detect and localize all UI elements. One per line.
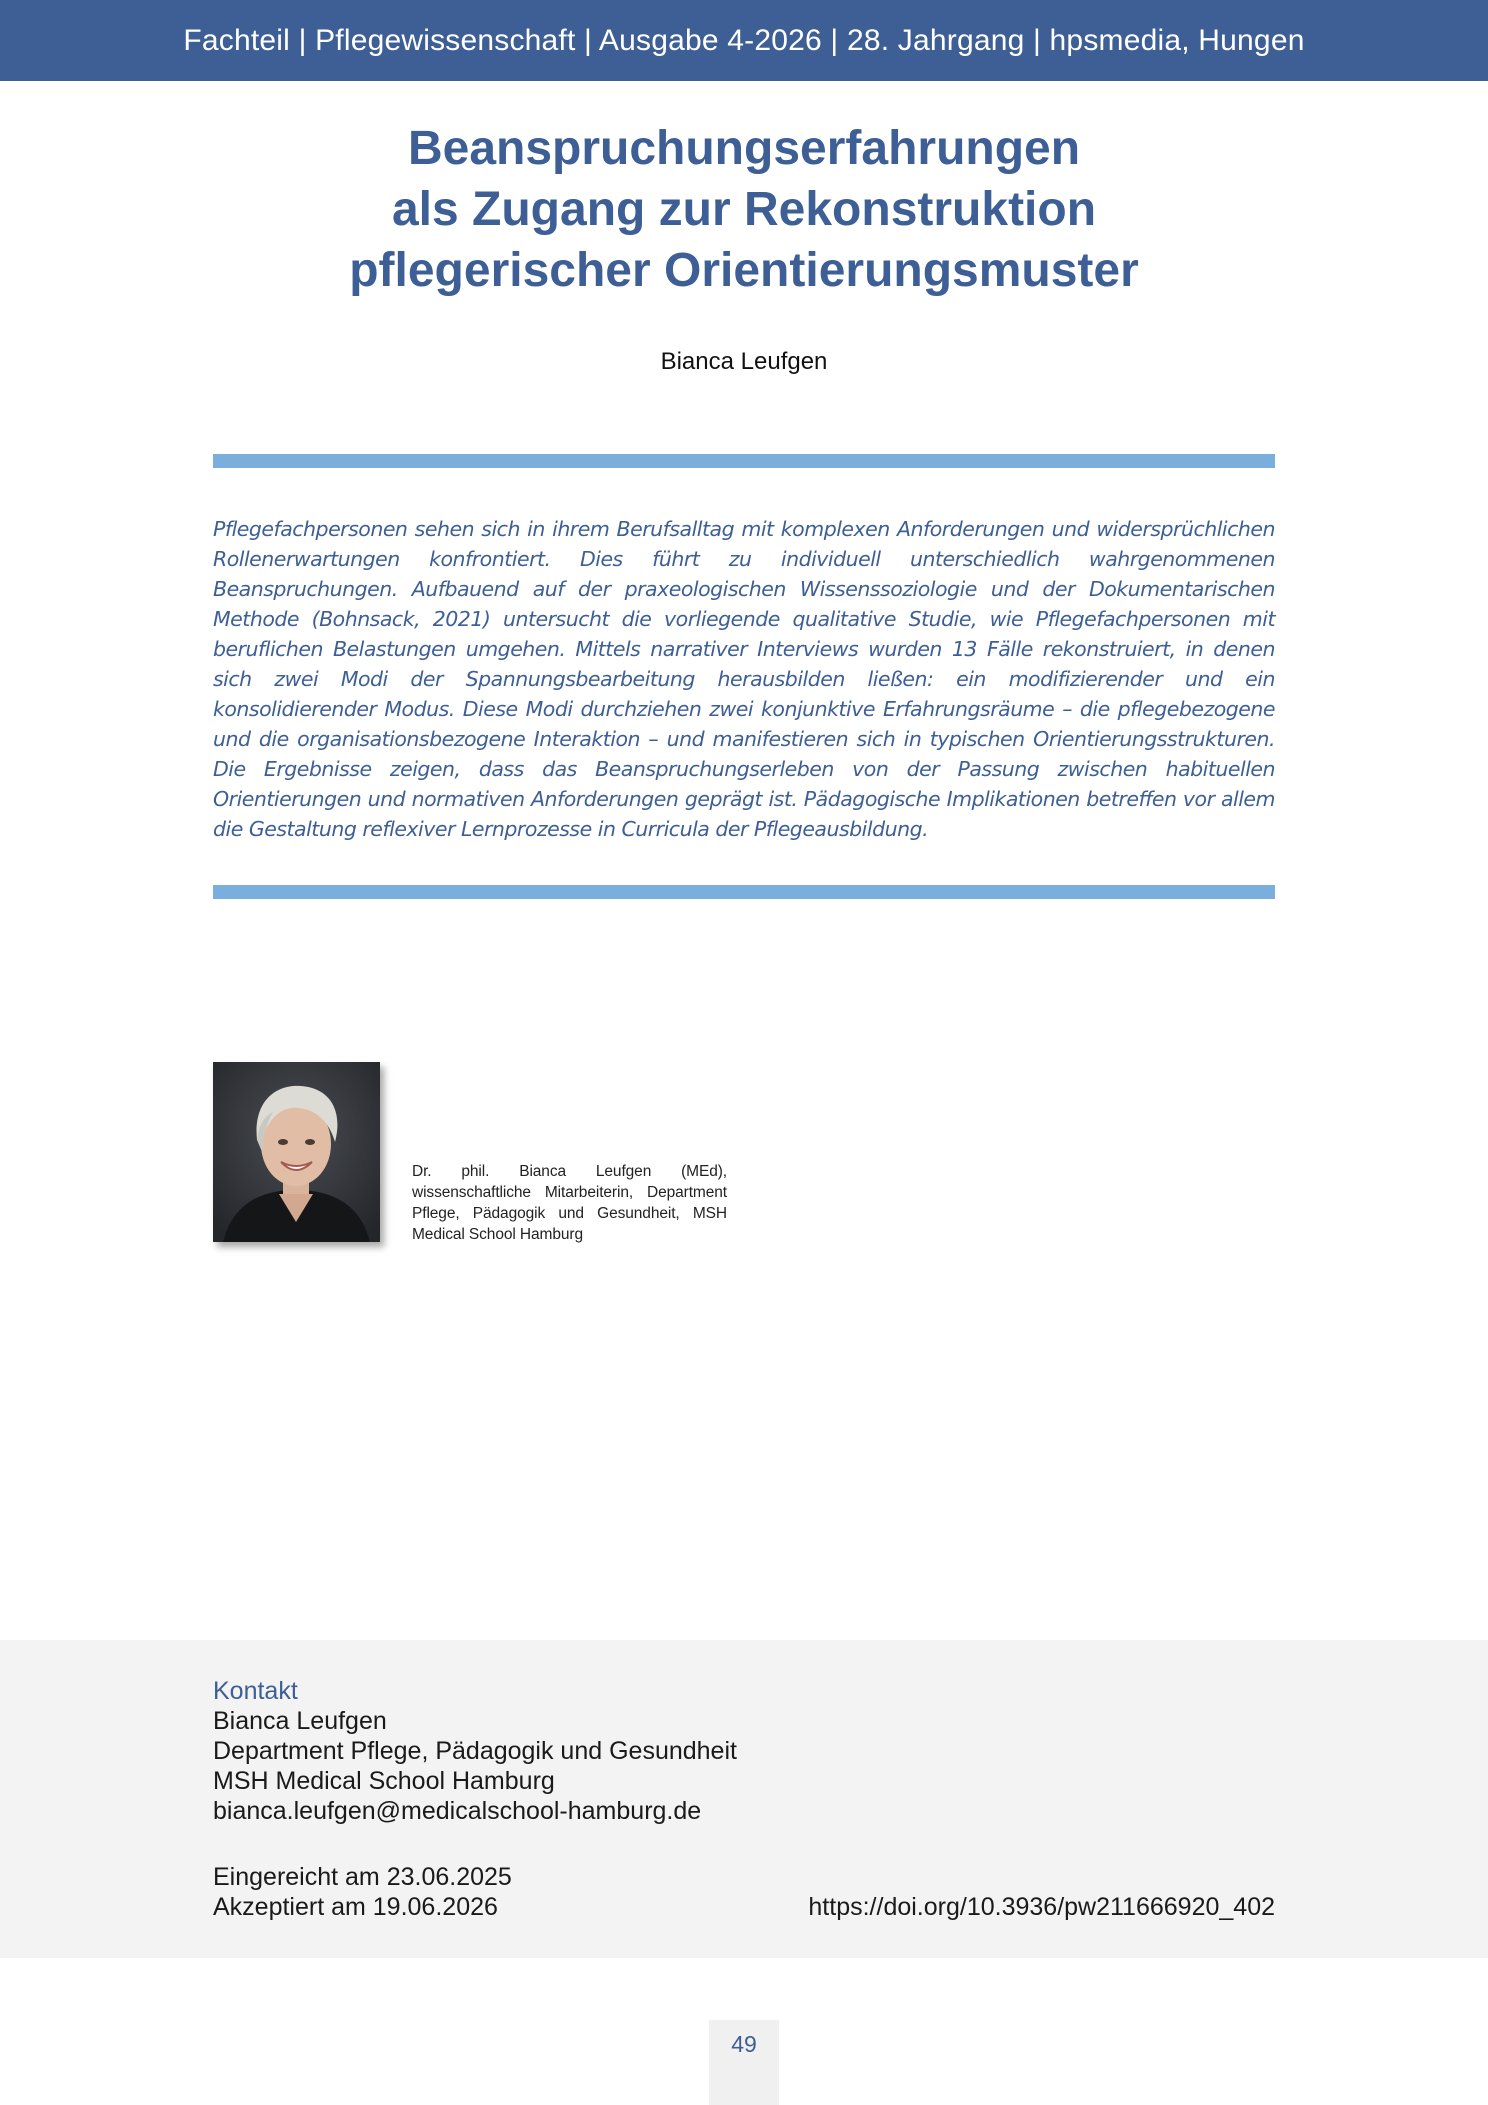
abstract-top-rule: [213, 454, 1275, 468]
author-portrait: [213, 1062, 380, 1242]
title-line-3: pflegerischer Orientierungsmuster: [349, 244, 1139, 297]
contact-institution[interactable]: MSH Medical School Hamburg: [213, 1767, 555, 1795]
title-line-1: Beanspruchungserfahrungen: [407, 122, 1081, 175]
abstract-text: Pflegefachpersonen sehen sich in ihrem Berufsalltag mit komplexen Anforderungen und widersprüchlichen Rollenerwartungen konfrontiert. Dies führt zu individuell unterschiedlich wahrgenommenen Beanspruchungen. Aufbauend auf der praxeologischen Wissenssoziologie und der Dokumentarischen Methode (Bohnsack, 2021) untersucht die vorliegende qualitative Studie, wie Pflegefachpersonen mit beruflichen Belastungen umgehen. Mittels narrativer Interviews wurden 13 Fälle rekonstruiert, in denen sich zwei Modi der Spannungsbearbeitung herausbilden ließen: ein modifizierender und ein konsolidierender Modus. Diese Modi durchziehen zwei konjunktive Erfahrungsräume – die pflegebezogene und die organisationsbezogene Interaktion – und manifestieren sich in typischen Orientierungsstrukturen. Die Ergebnisse zeigen, dass das Beanspruchungserleben von der Passung zwischen habituellen Orientierungen und normativen Anforderungen geprägt ist. Pädagogische Implikationen betreffen vor allem die Gestaltung reflexiver Lernprozesse in Curricula der Pflegeausbildung.: [213, 517, 1275, 841]
contact-email-link[interactable]: bianca.leufgen@medicalschool-hamburg.de: [213, 1797, 702, 1825]
author-bio: Dr. phil. Bianca Leufgen (MEd), wissenschaftliche Mitarbeiterin, Department Pflege, Pädagogik und Gesundheit, MSH Medical School Hamburg: [412, 1163, 727, 1243]
title-line-2: als Zugang zur Rekonstruktion: [391, 183, 1097, 236]
contact-department: Department Pflege, Pädagogik und Gesundheit: [213, 1737, 737, 1765]
accepted-date: Akzeptiert am 19.06.2026: [213, 1893, 498, 1921]
running-header: [0, 0, 1488, 81]
article-author: Bianca Leufgen: [660, 348, 828, 375]
contact-name: Bianca Leufgen: [213, 1707, 387, 1735]
submitted-date: Eingereicht am 23.06.2025: [213, 1863, 512, 1891]
running-head-text: Fachteil | Pflegewissenschaft | Ausgabe 4-2026 | 28. Jahrgang | hpsmedia, Hungen: [183, 23, 1305, 57]
contact-heading: Kontakt: [213, 1677, 298, 1705]
abstract-bottom-rule: [213, 885, 1275, 899]
doi-link[interactable]: https://doi.org/10.3936/pw211666920_402: [808, 1893, 1275, 1921]
page-number: 49: [731, 2031, 757, 2057]
article-title: [213, 118, 1275, 301]
